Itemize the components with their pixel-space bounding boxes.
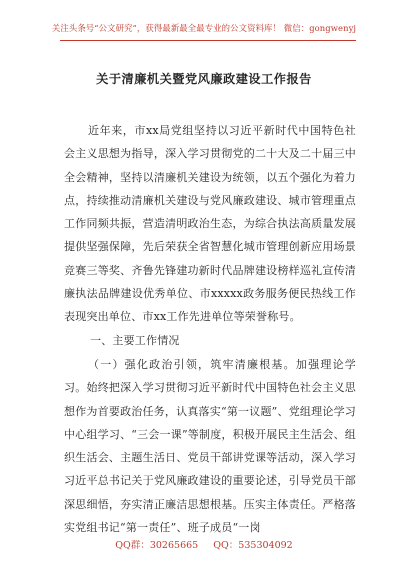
qq-group-label: QQ群：30265665	[115, 540, 199, 551]
document-title: 关于清廉机关暨党风廉政建设工作报告	[96, 72, 312, 86]
footer-contact	[0, 537, 408, 551]
header-divider	[60, 40, 356, 41]
section-heading: 一、主要工作情况	[90, 334, 180, 347]
header-banner: 关注头条号“公文研究”，获得最新最全最专业的公文资料库！ 微信：gongwenyj	[51, 23, 357, 33]
intro-paragraph: 近年来，市xx局党组坚持以习近平新时代中国特色社会主义思想为指导，深入学习贯彻党的二十大及二十届三中全会精神，坚持以清廉机关建设为统领，以五个强化为着力点，持续推动清廉机关建设与党风廉政建设、城市管理重点工作同频共振，营造清明政治生态，为综合执法高质量发展提供坚强保障，先后荣获全省智慧化城市管理创新应用场景竞赛三等奖、齐鲁先锋建功新时代品牌建设榜样巡礼宣传清廉执法品牌建设优秀单位、市xxxxx政务服务便民热线工作表现突出单位、市xx工作先进单位等荣誉称号。	[64, 124, 356, 324]
qq-number-label: QQ：535304092	[213, 540, 293, 551]
body-paragraph: （一）强化政治引领，筑牢清廉根基。加强理论学习。始终把深入学习贯彻习近平新时代中国特色社会主义思想作为首要政治任务，认真落实“第一议题”、党组理论学习中心组学习、“三会一课”等制度，积极开展民主生活会、组织生活会、主题生活日、党员干部讲党课等活动，深入学习习近平总书记关于党风廉政建设的重要论述，引导党员干部深思细悟，夯实清正廉洁思想根基。压实主体责任。严格落实党组书记“第一责任”、班子成员“一岗	[64, 358, 356, 535]
